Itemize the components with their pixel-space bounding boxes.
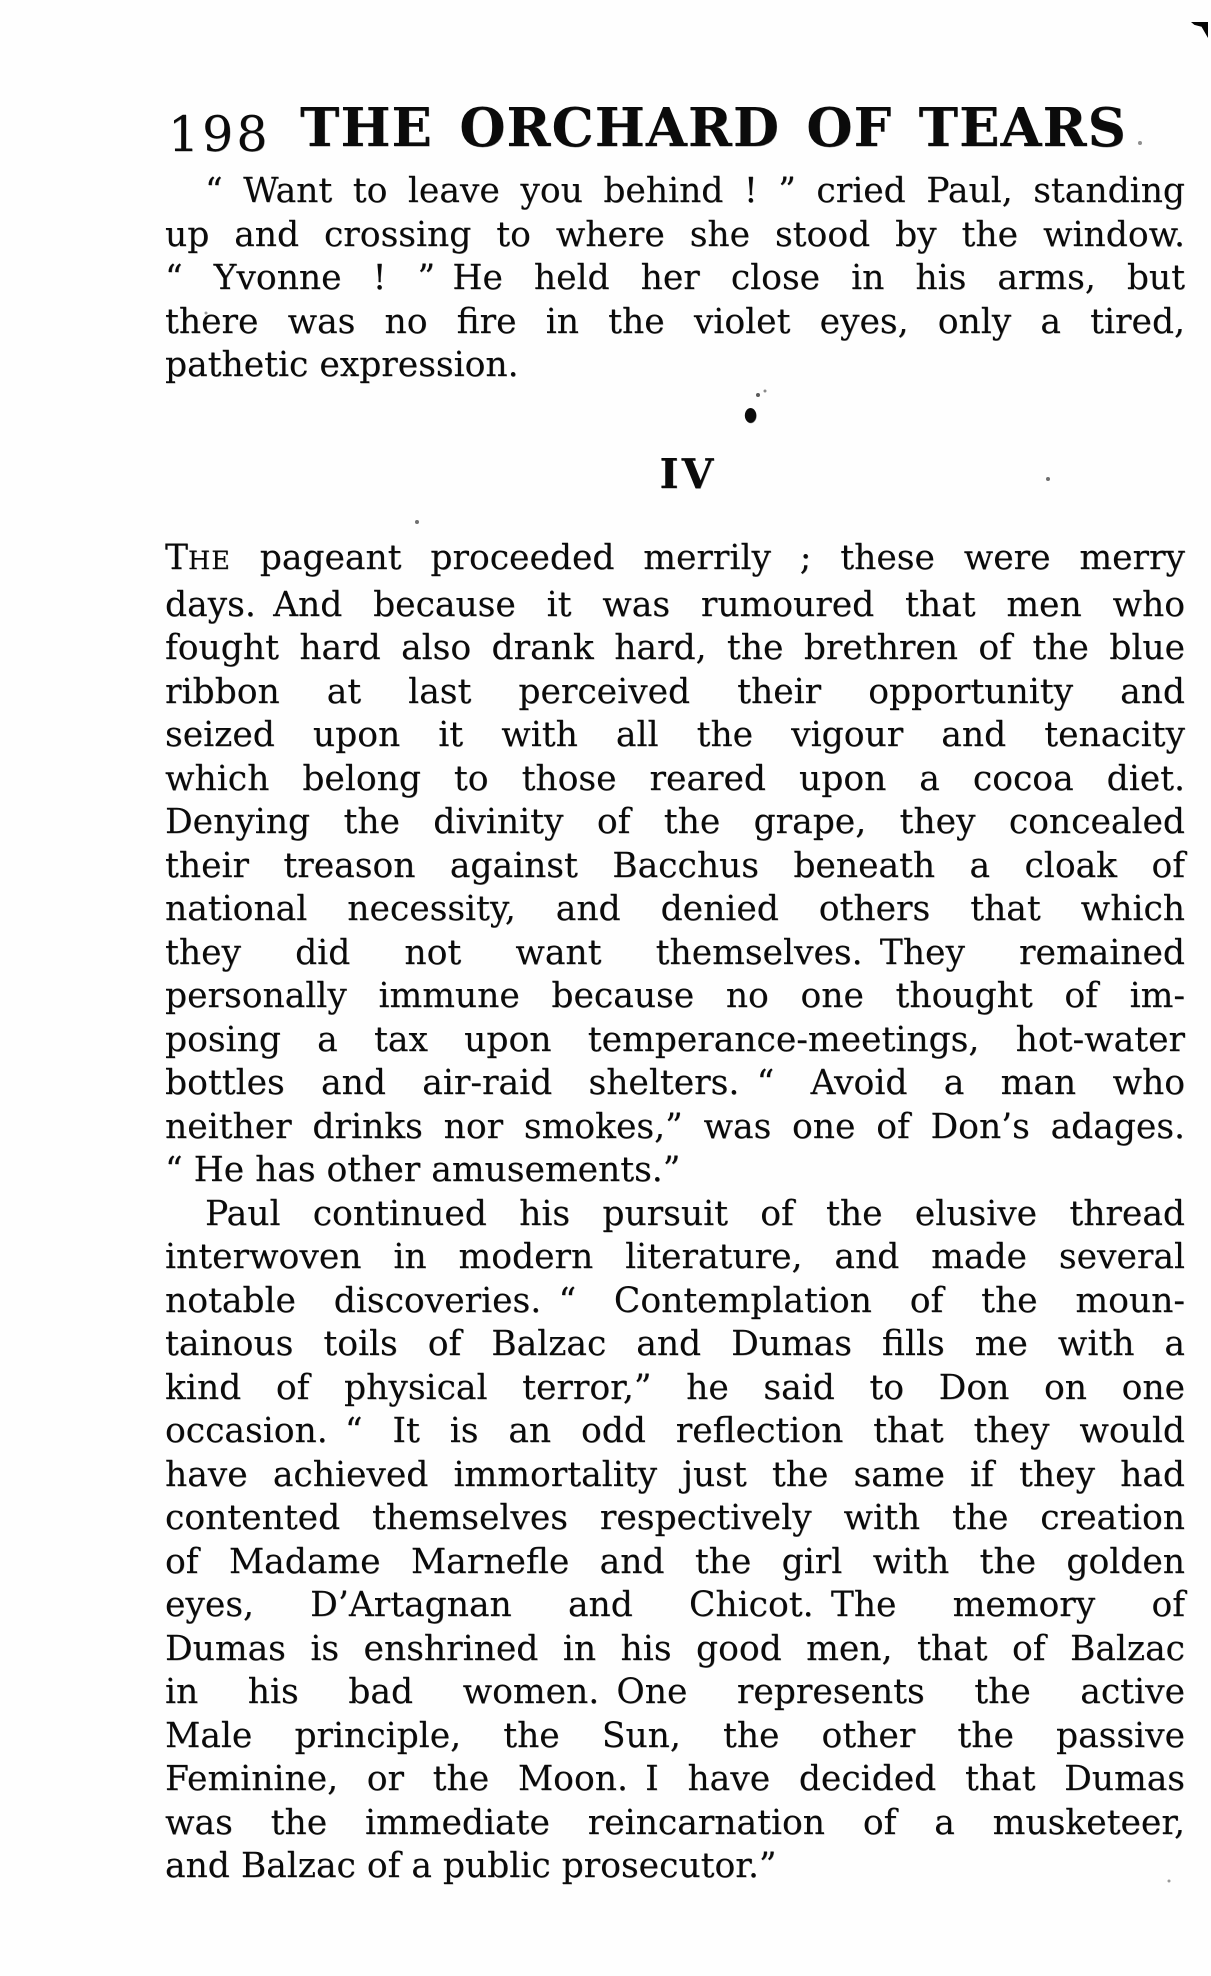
- text-line: bottles and air-raid shelters. “ Avoid a man who: [165, 1063, 1185, 1103]
- text-line: [165, 537, 1185, 584]
- text-line: was the immediate reincarnation of a musketeer,: [165, 1802, 1185, 1843]
- text-line: ribbon at last perceived their opportunity and: [165, 671, 1185, 712]
- text-line: in his bad women. One represents the active: [165, 1672, 1185, 1712]
- text-line: seized upon it with all the vigour and tenacity: [165, 715, 1185, 755]
- text-line: days. And because it was rumoured that men who: [165, 584, 1185, 625]
- text-line: they did not want themselves. They remained: [165, 932, 1185, 973]
- text-line: fought hard also drank hard, the brethren of the blue: [165, 628, 1185, 668]
- lead-capital: T: [165, 538, 189, 578]
- text-line: eyes, D’Artagnan and Chicot. The memory of: [165, 1585, 1185, 1625]
- lead-line-rest: pageant proceeded merrily ; these were merry: [230, 538, 1185, 578]
- text-line: Paul continued his pursuit of the elusive thread: [205, 1193, 1185, 1234]
- text-line: and Balzac of a public prosecutor.”: [165, 1846, 777, 1886]
- paragraph-pageant-lines: [165, 584, 1185, 1193]
- text-line: interwoven in modern literature, and made several: [165, 1237, 1185, 1277]
- text-line: neither drinks nor smokes,” was one of Don’s adages.: [165, 1106, 1185, 1147]
- page-number: 198: [168, 106, 271, 163]
- text-line: tainous toils of Balzac and Dumas fills me with a: [165, 1324, 1185, 1364]
- text-line: Denying the divinity of the grape, they concealed: [165, 802, 1185, 842]
- text-line: contented themselves respectively with the creation: [165, 1498, 1185, 1538]
- text-line: personally immune because no one thought of im-: [165, 976, 1185, 1016]
- text-line: kind of physical terror,” he said to Don on one: [165, 1367, 1185, 1408]
- text-line: Feminine, or the Moon. I have decided that Dumas: [165, 1759, 1185, 1799]
- text-line: “ Want to leave you behind ! ” cried Paul, standing: [205, 171, 1185, 211]
- text-line: national necessity, and denied others that which: [165, 889, 1185, 929]
- text-line: there was no fire in the violet eyes, only a tired,: [165, 301, 1185, 342]
- text-line: occasion. “ It is an odd reflection that they would: [165, 1411, 1185, 1451]
- paragraph-paul: [165, 1193, 1185, 1889]
- text-line: “ He has other amusements.”: [165, 1150, 681, 1190]
- body-text: [165, 537, 1185, 1889]
- text-line: have achieved immortality just the same if they had: [165, 1454, 1185, 1495]
- section-heading: IV: [659, 450, 717, 498]
- paragraph-pageant: [165, 537, 1185, 1193]
- text-line: of Madame Marnefle and the girl with the golden: [165, 1541, 1185, 1582]
- scan-speckles: [0, 0, 2, 2]
- text-line: notable discoveries. “ Contemplation of the moun-: [165, 1280, 1185, 1321]
- section-divider-dot: [744, 402, 758, 426]
- text-line: posing a tax upon temperance-meetings, hot-water: [165, 1019, 1185, 1060]
- text-line: which belong to those reared upon a cocoa diet.: [165, 758, 1185, 799]
- divider-dot-glyph: ●: [744, 402, 758, 426]
- paragraph-opening: [165, 170, 1185, 388]
- text-line: pathetic expression.: [165, 345, 519, 385]
- text-line: up and crossing to where she stood by the window.: [165, 214, 1185, 255]
- text-line: Male principle, the Sun, the other the passive: [165, 1715, 1185, 1756]
- text-line: Dumas is enshrined in his good men, that of Balzac: [165, 1628, 1185, 1669]
- lead-small-caps: HE: [188, 546, 231, 576]
- running-title: THE ORCHARD OF TEARS: [300, 97, 1127, 159]
- text-line: “ Yvonne ! ” He held her close in his arms, but: [165, 258, 1185, 298]
- text-line: their treason against Bacchus beneath a cloak of: [165, 845, 1185, 886]
- scan-artifact-corner: [1191, 22, 1208, 38]
